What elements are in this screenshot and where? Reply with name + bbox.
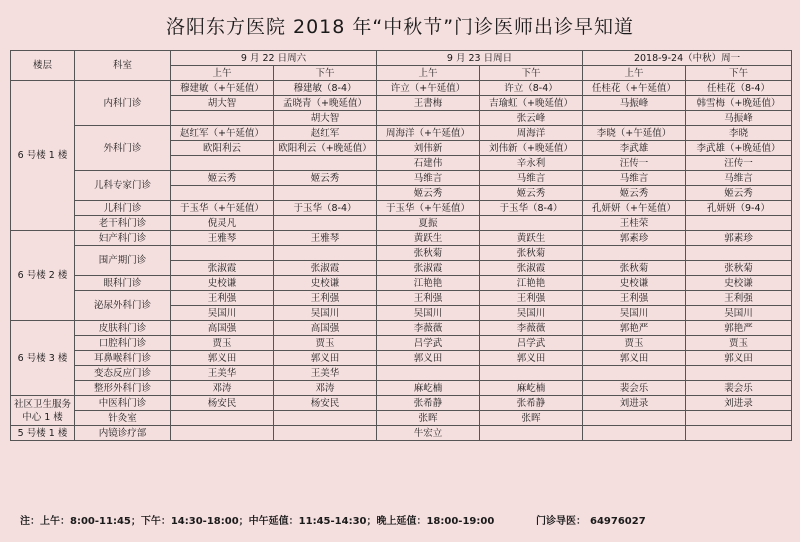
doctor-cell: 马维言 bbox=[480, 171, 583, 186]
doctor-cell: 许立（+午延值） bbox=[377, 81, 480, 96]
doctor-cell: 姬云秀 bbox=[171, 171, 274, 186]
doctor-cell: 王利强 bbox=[171, 291, 274, 306]
dept-cell: 变态反应门诊 bbox=[75, 366, 171, 381]
doctor-cell: 张云峰 bbox=[480, 111, 583, 126]
doctor-cell bbox=[686, 216, 792, 231]
dept-cell: 整形外科门诊 bbox=[75, 381, 171, 396]
dept-cell: 妇产科门诊 bbox=[75, 231, 171, 246]
hotline bbox=[536, 512, 646, 527]
doctor-cell bbox=[686, 366, 792, 381]
doctor-cell: 李晓 bbox=[686, 126, 792, 141]
doctor-cell bbox=[171, 111, 274, 126]
doctor-cell bbox=[274, 426, 377, 441]
doctor-cell: 于玉华（8-4） bbox=[480, 201, 583, 216]
doctor-cell: 张晖 bbox=[377, 411, 480, 426]
doctor-cell: 汪传一 bbox=[686, 156, 792, 171]
table-row bbox=[11, 381, 792, 396]
table-row bbox=[11, 336, 792, 351]
doctor-cell bbox=[377, 111, 480, 126]
doctor-cell: 麻屹楠 bbox=[480, 381, 583, 396]
doctor-cell: 郭义田 bbox=[171, 351, 274, 366]
floor-cell: 社区卫生服务中心 1 楼 bbox=[11, 396, 75, 426]
table-row bbox=[11, 171, 792, 186]
doctor-cell bbox=[480, 366, 583, 381]
doctor-cell: 辛永利 bbox=[480, 156, 583, 171]
doctor-cell: 孔妍妍（+午延值） bbox=[583, 201, 686, 216]
doctor-cell: 杨安民 bbox=[171, 396, 274, 411]
table-row bbox=[11, 231, 792, 246]
doctor-cell: 马振峰 bbox=[686, 111, 792, 126]
table-row bbox=[11, 81, 792, 96]
doctor-cell: 史校谦 bbox=[274, 276, 377, 291]
doctor-cell: 李薇薇 bbox=[480, 321, 583, 336]
doctor-cell bbox=[274, 411, 377, 426]
doctor-cell bbox=[171, 246, 274, 261]
doctor-cell: 周海洋 bbox=[480, 126, 583, 141]
dept-cell: 耳鼻喉科门诊 bbox=[75, 351, 171, 366]
dept-cell: 泌尿外科门诊 bbox=[75, 291, 171, 321]
table-row bbox=[11, 351, 792, 366]
doctor-cell bbox=[274, 186, 377, 201]
doctor-cell: 王利强 bbox=[583, 291, 686, 306]
dept-cell: 中医科门诊 bbox=[75, 396, 171, 411]
hotline-number: 64976027 bbox=[590, 516, 646, 527]
doctor-cell: 麻屹楠 bbox=[377, 381, 480, 396]
doctor-cell: 邓涛 bbox=[274, 381, 377, 396]
doctor-cell: 郭义田 bbox=[583, 351, 686, 366]
header-am: 上午 bbox=[171, 66, 274, 81]
doctor-cell: 王桂荣 bbox=[583, 216, 686, 231]
doctor-cell: 张淑霞 bbox=[171, 261, 274, 276]
doctor-cell: 王利强 bbox=[686, 291, 792, 306]
dept-cell: 眼科门诊 bbox=[75, 276, 171, 291]
doctor-cell: 任桂花（+午延值） bbox=[583, 81, 686, 96]
doctor-cell bbox=[274, 216, 377, 231]
doctor-cell: 穆建敏（+午延值） bbox=[171, 81, 274, 96]
doctor-cell: 李薇薇 bbox=[377, 321, 480, 336]
doctor-cell: 于玉华（+午延值） bbox=[171, 201, 274, 216]
doctor-cell: 马维言 bbox=[377, 171, 480, 186]
doctor-cell bbox=[583, 246, 686, 261]
table-row bbox=[11, 321, 792, 336]
doctor-cell: 吴国川 bbox=[686, 306, 792, 321]
doctor-cell: 郭义田 bbox=[686, 351, 792, 366]
doctor-cell bbox=[171, 411, 274, 426]
doctor-cell bbox=[686, 426, 792, 441]
floor-cell: 6 号楼 1 楼 bbox=[11, 81, 75, 231]
doctor-cell: 吴国川 bbox=[274, 306, 377, 321]
doctor-cell: 赵红军（+午延值） bbox=[171, 126, 274, 141]
doctor-cell: 高国强 bbox=[171, 321, 274, 336]
header-day: 9 月 23 日周日 bbox=[377, 51, 583, 66]
doctor-cell: 张秋菊 bbox=[583, 261, 686, 276]
doctor-cell: 马振峰 bbox=[583, 96, 686, 111]
table-row bbox=[11, 426, 792, 441]
doctor-cell: 穆建敏（8-4） bbox=[274, 81, 377, 96]
doctor-cell: 张秋菊 bbox=[377, 246, 480, 261]
doctor-cell: 李晓（+午延值） bbox=[583, 126, 686, 141]
doctor-cell: 李武雄 bbox=[583, 141, 686, 156]
doctor-cell: 张淑霞 bbox=[274, 261, 377, 276]
doctor-cell: 孔妍妍（9-4） bbox=[686, 201, 792, 216]
doctor-cell: 吴国川 bbox=[480, 306, 583, 321]
dept-cell: 内镜诊疗部 bbox=[75, 426, 171, 441]
doctor-cell: 孟晓青（+晚延值） bbox=[274, 96, 377, 111]
doctor-cell: 吴国川 bbox=[377, 306, 480, 321]
floor-cell: 5 号楼 1 楼 bbox=[11, 426, 75, 441]
doctor-cell: 姬云秀 bbox=[274, 171, 377, 186]
doctor-cell: 张晖 bbox=[480, 411, 583, 426]
doctor-cell: 石建伟 bbox=[377, 156, 480, 171]
floor-cell: 6 号楼 3 楼 bbox=[11, 321, 75, 396]
doctor-cell: 贾玉 bbox=[686, 336, 792, 351]
dept-cell: 外科门诊 bbox=[75, 126, 171, 171]
doctor-cell: 张希静 bbox=[377, 396, 480, 411]
doctor-cell: 张秋菊 bbox=[686, 261, 792, 276]
doctor-cell: 邓涛 bbox=[171, 381, 274, 396]
doctor-cell: 张淑霞 bbox=[377, 261, 480, 276]
header-dept: 科室 bbox=[75, 51, 171, 81]
doctor-cell: 郭素珍 bbox=[686, 231, 792, 246]
doctor-cell: 高国强 bbox=[274, 321, 377, 336]
doctor-cell: 史校谦 bbox=[171, 276, 274, 291]
doctor-cell: 许立（8-4） bbox=[480, 81, 583, 96]
doctor-cell: 郭义田 bbox=[480, 351, 583, 366]
doctor-cell: 韩雪梅（+晚延值） bbox=[686, 96, 792, 111]
doctor-cell: 倪灵凡 bbox=[171, 216, 274, 231]
doctor-cell: 于玉华（+午延值） bbox=[377, 201, 480, 216]
dept-cell: 口腔科门诊 bbox=[75, 336, 171, 351]
doctor-cell bbox=[171, 426, 274, 441]
dept-cell: 老干科门诊 bbox=[75, 216, 171, 231]
doctor-cell: 王利强 bbox=[480, 291, 583, 306]
dept-cell: 皮肤科门诊 bbox=[75, 321, 171, 336]
doctor-cell: 贾玉 bbox=[274, 336, 377, 351]
doctor-cell bbox=[171, 156, 274, 171]
doctor-cell bbox=[583, 366, 686, 381]
table-row bbox=[11, 126, 792, 141]
doctor-cell: 裴会乐 bbox=[686, 381, 792, 396]
doctor-cell: 赵红军 bbox=[274, 126, 377, 141]
doctor-cell: 刘进录 bbox=[686, 396, 792, 411]
header-pm: 下午 bbox=[480, 66, 583, 81]
doctor-cell bbox=[377, 366, 480, 381]
table-row bbox=[11, 201, 792, 216]
doctor-cell: 王美华 bbox=[274, 366, 377, 381]
doctor-cell bbox=[583, 111, 686, 126]
doctor-cell: 江艳艳 bbox=[377, 276, 480, 291]
table-row bbox=[11, 291, 792, 306]
doctor-cell bbox=[583, 411, 686, 426]
table-row bbox=[11, 366, 792, 381]
header-day: 9 月 22 日周六 bbox=[171, 51, 377, 66]
doctor-cell: 刘伟新（+晚延值） bbox=[480, 141, 583, 156]
doctor-cell: 李武雄（+晚延值） bbox=[686, 141, 792, 156]
doctor-cell: 郭义田 bbox=[377, 351, 480, 366]
doctor-cell: 黄跃生 bbox=[480, 231, 583, 246]
doctor-cell bbox=[274, 246, 377, 261]
doctor-cell: 姬云秀 bbox=[583, 186, 686, 201]
doctor-cell: 张希静 bbox=[480, 396, 583, 411]
table-row bbox=[11, 246, 792, 261]
doctor-cell: 姬云秀 bbox=[480, 186, 583, 201]
doctor-cell: 王利强 bbox=[377, 291, 480, 306]
doctor-cell: 郭义田 bbox=[274, 351, 377, 366]
doctor-cell: 胡大智 bbox=[274, 111, 377, 126]
doctor-cell: 裴会乐 bbox=[583, 381, 686, 396]
doctor-cell: 郭艳严 bbox=[583, 321, 686, 336]
doctor-cell: 刘进录 bbox=[583, 396, 686, 411]
table-row bbox=[11, 276, 792, 291]
doctor-cell: 于玉华（8-4） bbox=[274, 201, 377, 216]
doctor-cell bbox=[686, 411, 792, 426]
doctor-cell: 吕学武 bbox=[480, 336, 583, 351]
dept-cell: 儿科门诊 bbox=[75, 201, 171, 216]
table-row bbox=[11, 396, 792, 411]
doctor-cell: 汪传一 bbox=[583, 156, 686, 171]
doctor-cell: 张淑霞 bbox=[480, 261, 583, 276]
dept-cell: 针灸室 bbox=[75, 411, 171, 426]
doctor-cell: 吴国川 bbox=[171, 306, 274, 321]
doctor-cell: 欧阳利云 bbox=[171, 141, 274, 156]
doctor-cell: 马维言 bbox=[686, 171, 792, 186]
doctor-cell bbox=[583, 426, 686, 441]
doctor-cell: 姬云秀 bbox=[686, 186, 792, 201]
doctor-cell: 江艳艳 bbox=[480, 276, 583, 291]
doctor-cell: 王書梅 bbox=[377, 96, 480, 111]
dept-cell: 内科门诊 bbox=[75, 81, 171, 126]
doctor-cell: 刘伟新 bbox=[377, 141, 480, 156]
table-row bbox=[11, 216, 792, 231]
header-am: 上午 bbox=[377, 66, 480, 81]
doctor-cell bbox=[274, 156, 377, 171]
doctor-cell: 吕学武 bbox=[377, 336, 480, 351]
doctor-cell: 马维言 bbox=[583, 171, 686, 186]
doctor-cell: 吉瑜虹（+晚延值） bbox=[480, 96, 583, 111]
doctor-cell: 贾玉 bbox=[583, 336, 686, 351]
table-row bbox=[11, 411, 792, 426]
doctor-cell: 姬云秀 bbox=[377, 186, 480, 201]
schedule-table bbox=[10, 50, 792, 441]
hotline-label: 门诊导医： bbox=[536, 516, 586, 527]
doctor-cell: 任桂花（8-4） bbox=[686, 81, 792, 96]
hours-note: 注：上午：8:00-11:45；下午：14:30-18:00；中午延值：11:45-14:30；晚上延值：18:00-19:00 bbox=[20, 516, 495, 527]
doctor-cell: 张秋菊 bbox=[480, 246, 583, 261]
header-floor: 楼层 bbox=[11, 51, 75, 81]
doctor-cell: 郭艳严 bbox=[686, 321, 792, 336]
doctor-cell: 王雅琴 bbox=[171, 231, 274, 246]
doctor-cell: 夏振 bbox=[377, 216, 480, 231]
header-am: 上午 bbox=[583, 66, 686, 81]
doctor-cell bbox=[171, 186, 274, 201]
doctor-cell bbox=[480, 426, 583, 441]
doctor-cell: 王雅琴 bbox=[274, 231, 377, 246]
doctor-cell: 王美华 bbox=[171, 366, 274, 381]
doctor-cell: 周海洋（+午延值） bbox=[377, 126, 480, 141]
doctor-cell: 牛宏立 bbox=[377, 426, 480, 441]
doctor-cell: 黄跃生 bbox=[377, 231, 480, 246]
header-pm: 下午 bbox=[686, 66, 792, 81]
doctor-cell: 贾玉 bbox=[171, 336, 274, 351]
doctor-cell bbox=[686, 246, 792, 261]
doctor-cell: 吴国川 bbox=[583, 306, 686, 321]
header-pm: 下午 bbox=[274, 66, 377, 81]
dept-cell: 围产期门诊 bbox=[75, 246, 171, 276]
doctor-cell: 欧阳利云（+晚延值） bbox=[274, 141, 377, 156]
doctor-cell: 王利强 bbox=[274, 291, 377, 306]
doctor-cell: 史校谦 bbox=[583, 276, 686, 291]
doctor-cell: 郭素珍 bbox=[583, 231, 686, 246]
page-title: 洛阳东方医院 2018 年“中秋节”门诊医师出诊早知道 bbox=[165, 16, 635, 38]
dept-cell: 儿科专家门诊 bbox=[75, 171, 171, 201]
doctor-cell: 史校谦 bbox=[686, 276, 792, 291]
doctor-cell: 杨安民 bbox=[274, 396, 377, 411]
floor-cell: 6 号楼 2 楼 bbox=[11, 231, 75, 321]
doctor-cell bbox=[480, 216, 583, 231]
header-day: 2018-9-24（中秋）周一 bbox=[583, 51, 792, 66]
doctor-cell: 胡大智 bbox=[171, 96, 274, 111]
